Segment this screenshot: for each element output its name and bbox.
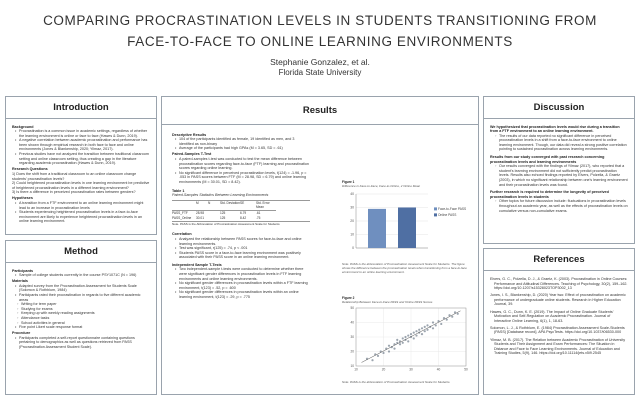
list-item: 1) Does the shift from a traditional classroom to an online classroom change students' procrastination levels?	[12, 171, 137, 181]
data-point	[407, 341, 409, 343]
data-point	[421, 333, 423, 335]
table-cell: .75	[256, 216, 261, 221]
table-header-cell: Std. Deviation	[220, 201, 240, 211]
table-header-cell: Std. Error Mean	[256, 201, 276, 211]
stats-table-grid	[172, 201, 310, 221]
list-item: ◦ Studying for exams	[18, 307, 150, 312]
x-tick-label: 30	[409, 367, 413, 372]
table-label: Table 1	[172, 188, 185, 193]
data-point	[371, 359, 373, 361]
discussion-body	[484, 119, 634, 217]
procedure-label: Procedure	[12, 331, 31, 336]
bar-chart	[342, 188, 474, 258]
references-panel	[483, 248, 635, 395]
stats-table	[172, 200, 310, 222]
list-item: • A negative correlation between academic procrastination and performance has been shown through empirical research in both face to face and online environments (Jones & Blankenship, 2020; Yilmaz, 2017).	[16, 138, 150, 152]
data-point	[418, 329, 420, 331]
table-cell: 30.01	[196, 216, 204, 221]
list-item: ◦ Attendance tasks	[18, 316, 150, 321]
data-point	[413, 332, 415, 334]
figure-2-title: Relationship Between Face-to-Face PASS and Online PASS Scores	[342, 299, 433, 304]
correlation-list	[172, 237, 310, 260]
data-point	[446, 319, 448, 321]
introduction-heading: Introduction	[6, 97, 156, 119]
materials-sublist	[12, 302, 150, 325]
title-line-2: FACE-TO-FACE TO ONLINE LEARNING ENVIRONMENTS	[127, 34, 513, 49]
y-tick-label: 30	[350, 335, 354, 340]
list-item: • No significant gender differences in procrastination levels within an online learning environment, t(123) = .29, p = .775	[176, 290, 310, 299]
data-point	[402, 342, 404, 344]
descriptive-list	[172, 137, 310, 151]
table-header-cell: M	[196, 201, 208, 211]
data-point	[404, 336, 406, 338]
data-point	[396, 339, 398, 341]
method-panel	[5, 240, 157, 395]
y-tick-label: 30	[350, 206, 354, 211]
data-point	[426, 329, 428, 331]
data-point	[410, 333, 412, 335]
list-item: • A transition from a FTF environment to an online learning environment might lead to an increase in procrastination levels	[16, 201, 150, 210]
reference-item: Hawes, G. C., Dunn, K. E. (2019). The Impact of Online Graduate Students' Motivation and Self-Regulation on Academic Procrastination. Journal of Interactive Online Learning, 6(1), 1, 18-63.	[490, 309, 614, 323]
list-item: • Sample of college students currently in the course PSY1071C (N = 196)	[16, 273, 150, 278]
figure-1-label: Figure 1	[342, 180, 355, 184]
participants-list	[12, 273, 150, 278]
results-heading: Results	[162, 97, 478, 125]
introduction-panel	[5, 96, 157, 235]
results-panel	[161, 96, 479, 395]
figure-1-caption: Note. PASS is the abbreviation of Procrastination Assessment Scale for Students. The figure shows the difference between the procrastination levels when transitioning from a face-to-face environment to an online learning environment.	[342, 262, 467, 274]
poster-title	[0, 0, 640, 52]
data-point	[426, 325, 428, 327]
data-point	[424, 326, 426, 328]
data-point	[413, 338, 415, 340]
background-list	[12, 129, 150, 166]
participants-label: Participants	[12, 268, 34, 273]
correlation-label: Correlation	[172, 232, 192, 237]
list-item: 3) Is there a difference in perceived procrastination rates between genders?	[12, 190, 136, 195]
list-item: ◦ Our results converged with the findings of Yilmaz (2017), who reported that a student's learning environment did not sufficiently predict procrastination levels. Results also echoed findings reported by Elvers, Polzella, & Graetz (2003), in which no significant relationship between one's learning environment and their procrastination levels was found.	[496, 164, 628, 187]
list-item: • Test was significant, r(125) = .74, p < .001	[176, 246, 310, 251]
figure-2-caption: Note. PASS is the abbreviation of Procrastination Assessment Scale for Students.	[342, 380, 451, 385]
title-line-1: COMPARING PROCRASTINATION LEVELS IN STUDENTS TRANSITIONING FROM	[43, 13, 597, 28]
list-item: • Five point Likert scale response format	[16, 325, 150, 330]
figure-2-label: Figure 2	[342, 296, 355, 300]
y-tick-label: 40	[350, 192, 354, 197]
x-tick-label: 10	[354, 367, 358, 372]
hypotheses-list	[12, 201, 150, 224]
x-tick-label: 50	[464, 367, 468, 372]
table-cell: PASS_FTF	[172, 211, 188, 216]
affiliation: Florida State University	[278, 68, 362, 77]
data-point	[393, 348, 395, 350]
list-item: • Adapted survey from the Procrastination Assessment for Students Scale (Solomon & Rothblum, 1984)	[16, 284, 150, 293]
list-item: • Average of the participants had high GPAs (M = 3.65, SD = .61)	[176, 146, 310, 151]
y-tick-label: 50	[350, 306, 354, 311]
list-item: ◦ School activities in general	[18, 321, 150, 326]
list-item: ◦ Writing for term paper	[18, 302, 150, 307]
list-item: 2) Could heightened procrastination levels in one learning environment be predictive of heightened procrastination levels in a different learning environment?	[12, 181, 150, 190]
table-cell: 28.98	[196, 211, 204, 216]
list-item: • No significant gender differences in procrastination levels within a FTF learning environment, t(123) = .52, p = .600	[176, 281, 310, 290]
discussion-heading: Discussion	[484, 97, 634, 119]
references-heading: References	[484, 249, 634, 271]
list-item: • No significant difference in perceived procrastination levels, t(124) = -1.96, p = .053 in PASS scores between FTF (M = 28.98, SD = 6.79) and online learning environments (M = 30.01, SD = 8.42).	[176, 171, 310, 185]
y-tick-label: 20	[350, 350, 354, 355]
table-cell: 125	[220, 216, 226, 221]
hypotheses-label: Hypotheses	[12, 196, 33, 201]
data-point	[432, 328, 434, 330]
y-tick-label: 20	[350, 219, 354, 224]
descriptive-label: Descriptive Results	[172, 132, 207, 137]
list-item: • A paired-samples t-test was conducted to test the mean difference between procrastination scores regarding face-to-face (FTF) learning and procrastination scores regarding online learning.	[176, 157, 310, 171]
table-cell: 8.42	[240, 216, 247, 221]
introduction-body	[6, 119, 156, 228]
x-tick-label: 40	[436, 367, 441, 372]
data-point	[424, 330, 426, 332]
table-header-cell: SE	[240, 201, 256, 211]
paired-list	[172, 157, 310, 185]
table-caption: Paired-Samples Statistics Between Learning Environments	[172, 193, 269, 198]
x-tick-label: 20	[381, 367, 386, 372]
discussion-list-3	[490, 199, 628, 213]
reference-item: Yilmaz, M. B. (2017). The Relation between Academic Procrastination of University Students and Their Assignment and Exam Performances: The Situation in Distance and Face to Face Learning Environments. Journal of Education and Training Studies, 5(9), 146. https://doi.org/10.11114/jets.v5i9.2545	[490, 337, 626, 356]
discussion-point-3: Further research is required to determine the longevity of perceived procrastination levels in students	[490, 190, 609, 199]
data-point	[432, 322, 434, 324]
procedure-list	[12, 336, 150, 350]
data-point	[415, 330, 417, 332]
scatter-chart	[342, 304, 474, 376]
list-item: • Students experiencing heightened procrastination levels in a face-to-face environment are likely to experience heightened procrastination levels in an online learning environment.	[16, 210, 150, 224]
data-point	[402, 338, 404, 340]
results-left-column	[166, 127, 316, 304]
list-item: • Students PASS score in a face-to-face learning environment was positively associated with their PASS score in an online learning environment.	[176, 251, 310, 260]
figure-1-title: Difference in Face-to-Face, Face-to-Online, 2 Online Mean	[342, 183, 421, 188]
questions-list	[12, 172, 150, 195]
table-note: Note. PASS is the Abbreviation of Procrastination Assessment Scale for Students	[172, 221, 280, 226]
bar	[368, 209, 386, 248]
independent-list	[172, 267, 310, 299]
discussion-list-2	[490, 164, 628, 187]
discussion-list-1	[490, 134, 628, 152]
y-tick-label: 10	[350, 233, 354, 238]
data-point	[440, 323, 442, 325]
list-item: • Procrastination is a common issue in academic settings, regardless of whether the learning environment is online or face to face (Hawes & Dunn, 2019).	[16, 129, 150, 138]
method-heading: Method	[6, 241, 156, 263]
data-point	[382, 352, 384, 354]
discussion-point-2: Results from our study converged with past research concerning procrastination levels and learning environments	[490, 155, 605, 164]
data-point	[435, 325, 437, 327]
bar	[398, 208, 416, 249]
materials-tail-list	[12, 325, 150, 330]
y-tick-label: 0	[352, 246, 354, 251]
paired-label: Paired-Samples T-Test	[172, 152, 212, 157]
table-cell: PASS_Online	[172, 216, 192, 221]
data-point	[388, 351, 390, 353]
data-point	[451, 316, 453, 318]
reference-item: Elvers, G. C., Polzella, D. J., & Graetz, K. (2003). Procrastination in Online Courses: Performance and Attitudinal Differences. Teaching of Psychology, 30(2), 159–162. https://doi.org/10.1207/s15328023TOP3002_13	[490, 277, 628, 291]
figure-1	[342, 181, 474, 274]
list-item: • Two independent-sample t-tests were conducted to determine whether there were significant gender differences in procrastination levels in FTF learning environments and online learning environments.	[176, 267, 310, 281]
reference-item: Jones, I. S., Blankenship, D. (2020) Year two: Effect of procrastination on academic performance of undergraduate online students. Research in Higher Education Journal, 39.	[490, 293, 626, 307]
data-point	[399, 344, 401, 346]
materials-list	[12, 284, 150, 302]
authors: Stephanie Gonzalez, et al.	[270, 57, 370, 67]
list-item: ◦ The results of our data reported no significant difference in perceived procrastination levels in a shift from a face-to-face environment to online learning environment. Though, our data did reveal a strong positive correlation pointing to sustained procrastination across learning environments.	[496, 134, 628, 152]
table-cell: 6.79	[240, 211, 247, 216]
y-tick-label: 40	[350, 321, 354, 326]
legend-swatch	[434, 214, 437, 217]
list-item: ◦ Keeping up with weekly reading assignments	[18, 311, 150, 316]
data-point	[407, 335, 409, 337]
materials-label: Materials	[12, 279, 28, 284]
legend-label: Online PASS	[438, 213, 457, 218]
data-point	[388, 345, 390, 347]
list-item: • Analyzed the relationship between PASS scores for face-to-face and online learning environments.	[176, 237, 310, 246]
questions-label: Research Questions	[12, 167, 48, 172]
legend-swatch	[434, 208, 437, 211]
y-tick-label: 10	[350, 364, 354, 369]
figure-2	[342, 297, 474, 385]
list-item: • 104 of the participants identified as female, 19 identified as men, and 3 identified as non-binary	[176, 137, 310, 146]
data-point	[457, 313, 459, 315]
discussion-point-1: We hypothesized that procrastination levels would rise during a transition from a FTF environment to an online learning environment.	[490, 124, 620, 134]
legend-label: Face-to-Face PASS	[438, 207, 467, 212]
list-item: • Participants rated their procrastination in regards to five different academic areas	[16, 293, 150, 302]
data-point	[421, 328, 423, 330]
table-cell: .61	[256, 211, 261, 216]
list-item: • Previous studies have not analyzed the transition between traditional classroom setting and online classroom setting, thus creating a gap in the literature regarding academic procrastination (Hawes & Dunn, 2019).	[16, 152, 150, 166]
reference-item: Solomon, L. J., & Rothblum, E. (1984) Procrastination Assessment Scale-Students (PASS) [Database record]. APA PsycTests. https://doi.org/10.1037/t06530-000	[490, 325, 625, 335]
independent-label: Independent Sample T-Tests	[172, 262, 222, 267]
method-body	[6, 263, 156, 354]
list-item: • Participants completed a self-report questionnaire containing questions pertaining to demographics as well as questions retrieved from PASS (Procrastination Assessment Student Scale).	[16, 336, 150, 350]
table-header-cell: N	[208, 201, 220, 211]
background-label: Background	[12, 124, 34, 129]
table-header-cell	[172, 201, 196, 211]
table-cell: 125	[220, 211, 226, 216]
references-body	[484, 271, 634, 362]
discussion-panel	[483, 96, 635, 244]
list-item: ◦ Other topics for future discussion include: fluctuations in procrastination levels throughout an academic year, as well as the effects of procrastination levels on cumulative versus non-cumulative exams.	[496, 199, 628, 213]
data-point	[377, 355, 379, 357]
poster-header	[0, 0, 640, 88]
table-cell	[208, 216, 220, 221]
data-point	[415, 335, 417, 337]
